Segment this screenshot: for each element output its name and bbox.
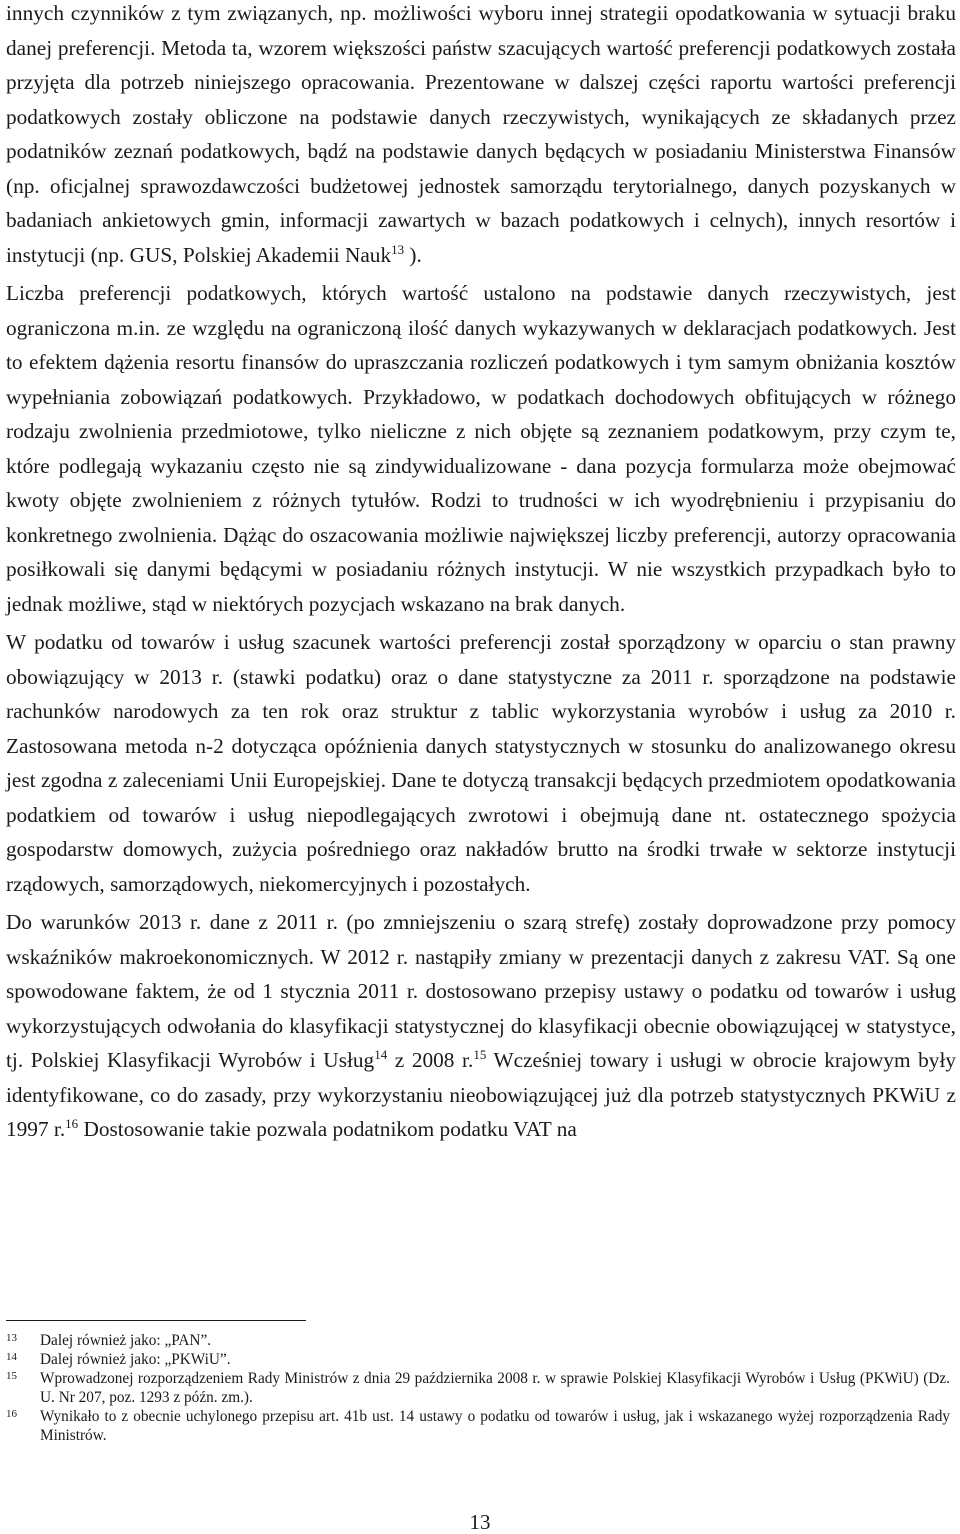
footnote-number: 15 <box>6 1370 17 1382</box>
footnotes <box>6 1331 950 1445</box>
footnote-16 <box>6 1407 950 1445</box>
footnote-15 <box>6 1369 950 1407</box>
footnote-text: Dalej również jako: „PAN”. <box>40 1332 212 1349</box>
footnote-14 <box>6 1350 950 1369</box>
footnote-number: 14 <box>6 1351 17 1363</box>
footnote-13 <box>6 1331 950 1350</box>
paragraph-2: Liczba preferencji podatkowych, których wartość ustalono na podstawie danych rzeczywistych, jest ograniczona m.in. ze względu na ograniczoną ilość danych wykazywanych w deklaracjach podatkowych. Jest to efektem dążenia resortu finansów do upraszczania rozliczeń podatkowych i tym samym obniżania kosztów wypełniania zobowiązań podatkowych. Przykładowo, w podatkach dochodowych obfitujących w różnego rodzaju zwolnienia przedmiotowe, tylko nieliczne z nich objęte są zeznaniem podatkowym, przy czym te, które podlegają wykazaniu często nie są zindywidualizowane - dana pozycja formularza może obejmować kwoty objęte zwolnieniem z różnych tytułów. Rodzi to trudności w ich wyodrębnieniu i przypisaniu do konkretnego zwolnienia. Dążąc do oszacowania możliwie największej liczby preferencji, autorzy opracowania posiłkowali się danymi będącymi w posiadaniu różnych instytucji. W nie wszystkich przypadkach było to jednak możliwe, stąd w niektórych pozycjach wskazano na brak danych. <box>6 281 956 616</box>
footnote-ref-13: 13 <box>391 241 405 257</box>
paragraph-1-tail: ). <box>404 242 422 267</box>
paragraph-4 <box>6 905 956 1147</box>
body-text <box>6 0 956 1147</box>
paragraph-1-text: innych czynników z tym związanych, np. możliwości wyboru innej strategii opodatkowania w sytuacji braku danej preferencji. Metoda ta, wzorem większości państw szacujących wartość preferencji podatkowych została przyjęta dla potrzeb niniejszego opracowania. Prezentowane w dalszej części raportu wartości preferencji podatkowych zostały obliczone na podstawie danych rzeczywistych, wynikających ze składanych przez podatników zeznań podatkowych, bądź na podstawie danych będących w posiadaniu Ministerstwa Finansów (np. oficjalnej sprawozdawczości budżetowej jednostek samorządu terytorialnego, danych pozyskanych w badaniach ankietowych gmin, informacji zawartych w bazach podatkowych i celnych), innych resortów i instytucji (np. GUS, Polskiej Akademii Nauk <box>6 1 956 267</box>
paragraph-4-part1: Do warunków 2013 r. dane z 2011 r. (po zmniejszeniu o szarą strefę) zostały doprowadzone przy pomocy wskaźników makroekonomicznych. W 2012 r. nastąpiły zmiany w prezentacji danych z zakresu VAT. Są one spowodowane faktem, że od 1 stycznia 2011 r. dostosowano przepisy ustawy o podatku od towarów i usług wykorzystujących odwołania do klasyfikacji statystycznej do klasyfikacji obecnie obowiązującej w statystyce, tj. Polskiej Klasyfikacji Wyrobów i Usług <box>6 910 956 1072</box>
footnote-separator <box>6 1320 306 1321</box>
footnote-number: 16 <box>6 1408 17 1420</box>
paragraph-3: W podatku od towarów i usług szacunek wartości preferencji został sporządzony w oparciu o stan prawny obowiązujący w 2013 r. (stawki podatku) oraz o dane statystyczne za 2011 r. sporządzone na podstawie rachunków narodowych za ten rok oraz struktur z tablic wykorzystania wyrobów i usług za 2010 r. Zastosowana metoda n-2 dotycząca opóźnienia danych statystycznych w stosunku do analizowanego okresu jest zgodna z zaleceniami Unii Europejskiej. Dane te dotyczą transakcji będących przedmiotem opodatkowania podatkiem od towarów i usług niepodlegających zwrotowi i obejmują dane nt. ostatecznego spożycia gospodarstw domowych, zużycia pośredniego oraz nakładów brutto na środki trwałe w sektorze instytucji rządowych, samorządowych, niekomercyjnych i pozostałych. <box>6 630 956 896</box>
footnote-text: Dalej również jako: „PKWiU”. <box>40 1351 231 1368</box>
footnote-ref-15: 15 <box>473 1046 487 1062</box>
paragraph-1 <box>6 0 956 272</box>
footnote-number: 13 <box>6 1332 17 1344</box>
footnote-text: Wynikało to z obecnie uchylonego przepisu art. 41b ust. 14 ustawy o podatku od towarów i usług, jak i wskazanego wyżej rozporządzenia Rady Ministrów. <box>40 1408 950 1444</box>
footnote-text: Wprowadzonej rozporządzeniem Rady Ministrów z dnia 29 października 2008 r. w sprawie Polskiej Klasyfikacji Wyrobów i Usług (PKWiU) (Dz. U. Nr 207, poz. 1293 z późn. zm.). <box>40 1370 950 1406</box>
paragraph-4-part4: Dostosowanie takie pozwala podatnikom podatku VAT na <box>78 1117 577 1141</box>
footnote-ref-16: 16 <box>65 1115 79 1131</box>
footnote-ref-14: 14 <box>374 1046 388 1062</box>
paragraph-4-part2: z 2008 r. <box>387 1048 474 1072</box>
page-number: 13 <box>469 1510 491 1534</box>
paragraph-4-part3: Wcześniej towary i usługi w obrocie krajowym były identyfikowane, co do zasady, przy wykorzystaniu nieobowiązującej już dla potrzeb statystycznych PKWiU z 1997 r. <box>6 1048 957 1141</box>
